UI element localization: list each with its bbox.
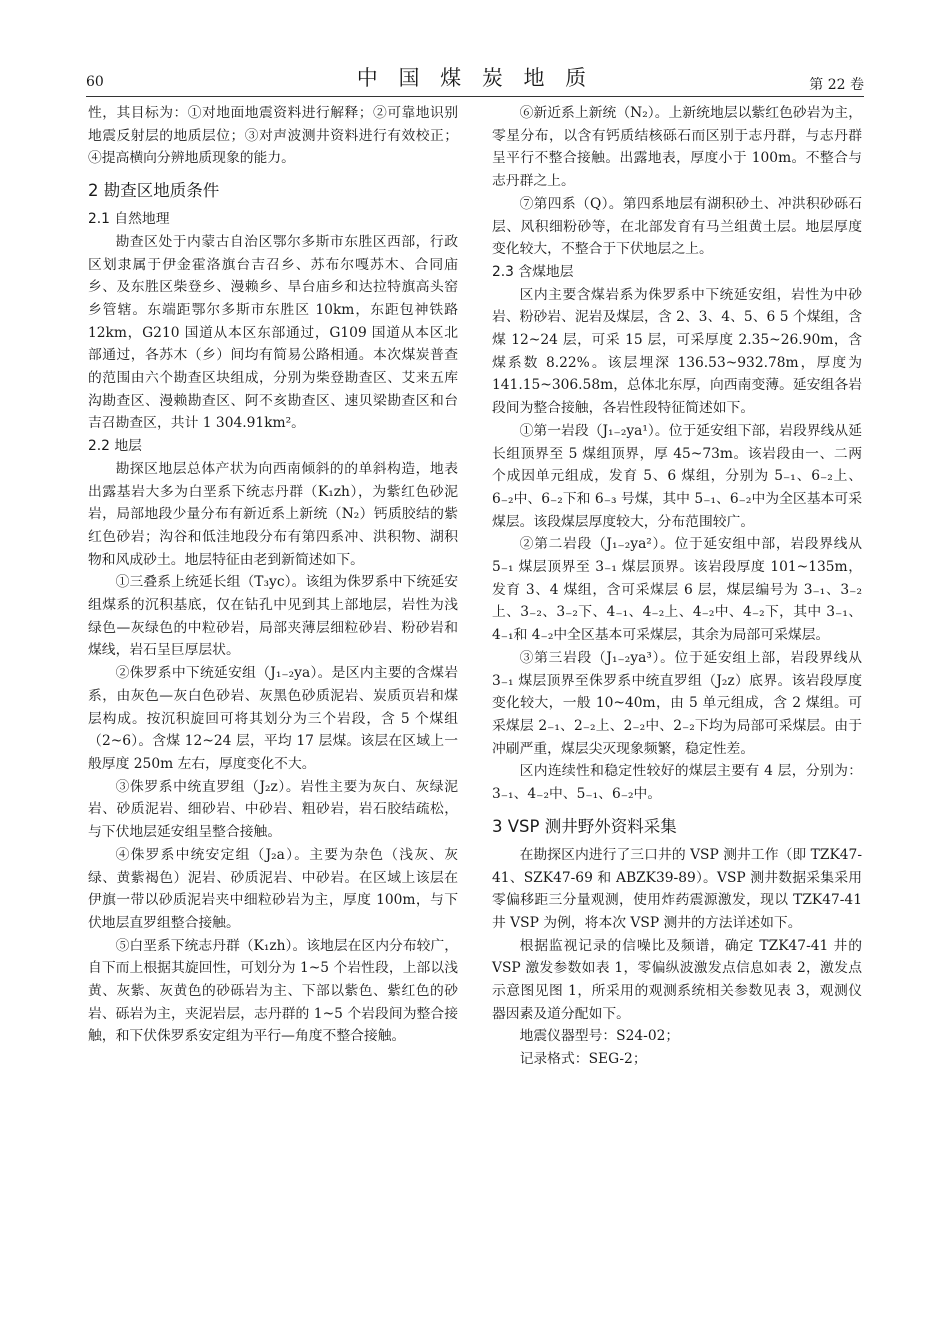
header-rule	[86, 96, 864, 97]
paragraph: 区内连续性和稳定性较好的煤层主要有 4 层，分别为：3₋₁、4₋₂中、5₋₁、6₋₂中。	[492, 763, 862, 803]
paragraph: ⑥新近系上新统（N₂）。上新统地层以紫红色砂岩为主，零星分布，以含有钙质结核砾石而区别于志丹群，与志丹群呈平行不整合接触。出露地表，厚度小于 100m。不整合与志丹群之上。	[492, 105, 862, 190]
paragraph: ⑦第四系（Q）。第四系地层有湖积砂土、冲洪积砂砾石层、风积细粉砂等，在北部发育有马兰组黄土层。地层厚度变化较大，不整合于下伏地层之上。	[492, 195, 862, 258]
paragraph: 根据监视记录的信噪比及频谱，确定 TZK47-41 井的 VSP 激发参数如表 1，零偏纵波激发点信息如表 2，激发点示意图见图 1，所采用的观测系统相关参数见表 3，观测仪器因素及道分配如下。	[492, 937, 862, 1022]
section-heading: 2 勘查区地质条件	[88, 181, 220, 201]
right-column	[492, 102, 862, 1071]
paragraph: 区内主要含煤岩系为侏罗系中下统延安组，岩性为中砂岩、粉砂岩、泥岩及煤层，含 2、3、4、5、6 5 个煤组，含煤 12~24 层，可采 15 层，可采厚度 2.35~26.90m，含煤系数 8.22%。该层埋深 136.53~932.78m，厚度为 141.15~306.58m，总体北东厚，向西南变薄。延安组各岩段间为整合接触，各岩性段特征简述如下。	[492, 286, 862, 417]
paragraph: 勘探区地层总体产状为向西南倾斜的的单斜构造，地表出露基岩大多为白垩系下统志丹群（K₁zh），为紫红色砂泥岩，局部地段少量分布有新近系上新统（N₂）钙质胶结的紫红色砂岩；沟谷和低洼地段分布有第四系冲、洪积物、湖积物和风成砂土。地层特征由老到新简述如下。	[88, 460, 458, 568]
paragraph: ②侏罗系中下统延安组（J₁₋₂ya）。是区内主要的含煤岩系，由灰色—灰白色砂岩、灰黑色砂质泥岩、炭质页岩和煤层构成。按沉积旋回可将其划分为三个岩段，含 5 个煤组（2~6）。含煤 12~24 层，平均 17 层煤。该层在区域上一般厚度 250m 左右，厚度变化不大。	[88, 665, 458, 772]
paragraph: 勘查区处于内蒙古自治区鄂尔多斯市东胜区西部，行政区划隶属于伊金霍洛旗台吉召乡、苏布尔嘎苏木、合同庙乡、及东胜区柴登乡、漫赖乡、旱台庙乡和达拉特旗高头窑乡管辖。东端距鄂尔多斯市东胜区 10km，东距包神铁路 12km，G210 国道从本区东部通过，G109 国道从本区北部通过，各苏木（乡）间均有简易公路相通。本次煤炭普查的范围由六个勘查区块组成，分别为柴登勘查区、艾来五库沟勘查区、漫赖勘查区、阿不亥勘查区、速贝梁勘查区和台吉召勘查区，共计 1 304.91km²。	[88, 233, 458, 432]
paragraph: 在勘探区内进行了三口井的 VSP 测井工作（即 TZK47-41、SZK47-69 和 ABZK39-89）。VSP 测井数据采集采用零偏移距三分量观测，使用炸药震源激发，现以 TZK47-41 井 VSP 为例，将本次 VSP 测井的方法详述如下。	[492, 846, 862, 931]
volume-label: 第 22 卷	[809, 77, 864, 93]
paragraph: ①第一岩段（J₁₋₂ya¹）。位于延安组下部，岩段界线从延长组顶界至 5 煤组顶界，厚 45~73m。该岩段由一、二两个成因单元组成，发育 5、6 煤组，分别为 5₋₁、6₋₂上、6₋₂中、6₋₂下和 6₋₃ 号煤，其中 5₋₁、6₋₂中为全区基本可采煤层。该段煤层厚度较大，分布范围较广。	[492, 422, 862, 530]
page-number: 60	[86, 74, 104, 90]
page-header	[86, 60, 864, 94]
left-column	[88, 102, 458, 1048]
paragraph: 性，其目标为：①对地面地震资料进行解释；②可靠地识别地震反射层的地质层位；③对声波测井资料进行有效校正；④提高横向分辨地质现象的能力。	[88, 105, 458, 167]
paragraph: ③第三岩段（J₁₋₂ya³）。位于延安组上部，岩段界线从 3₋₁ 煤层顶界至侏罗系中统直罗组（J₂z）底界。该岩段厚度变化较大，一般 10~40m，由 5 单元组成，含 2 煤组。可采煤层 2₋₁、2₋₂上、2₋₂中、2₋₂下均为局部可采煤层。由于冲刷严重，煤层尖灭现象频繁，稳定性差。	[492, 649, 862, 757]
section-heading: 3 VSP 测井野外资料采集	[492, 816, 677, 836]
paragraph: ②第二岩段（J₁₋₂ya²）。位于延安组中部，岩段界线从 5₋₁ 煤层顶界至 3₋₁ 煤层顶界。该岩段厚度 101~135m，发育 3、4 煤组，含可采煤层 6 层，煤层编号为 3₋₁、3₋₂上、3₋₂、3₋₂下、4₋₁、4₋₂上、4₋₂中、4₋₂下，其中 3₋₁、4₋₁和 4₋₂中全区基本可采煤层，其余为局部可采煤层。	[492, 536, 862, 644]
paragraph: 记录格式：SEG-2；	[519, 1051, 647, 1068]
subsection-heading: 2.1 自然地理	[88, 211, 170, 228]
paragraph: ③侏罗系中统直罗组（J₂z）。岩性主要为灰白、灰绿泥岩、砂质泥岩、细砂岩、中砂岩、粗砂岩，岩石胶结疏松，与下伏地层延安组呈整合接触。	[88, 778, 458, 841]
paragraph: 地震仪器型号：S24-02；	[519, 1028, 680, 1045]
subsection-heading: 2.2 地层	[88, 438, 142, 455]
subsection-heading: 2.3 含煤地层	[492, 263, 574, 280]
paragraph: ①三叠系上统延长组（T₃yc）。该组为侏罗系中下统延安组煤系的沉积基底，仅在钻孔中见到其上部地层，岩性为浅绿色—灰绿色的中粒砂岩，局部夹薄层细粒砂岩、粉砂岩和煤线，岩石呈巨厚层状。	[88, 574, 458, 659]
paragraph: ④侏罗系中统安定组（J₂a）。主要为杂色（浅灰、灰绿、黄紫褐色）泥岩、砂质泥岩、中砂岩。在区域上该层在伊旗一带以砂质泥岩夹中细粒砂岩为主，厚度 100m，与下伏地层直罗组整合接触。	[88, 846, 458, 931]
paragraph: ⑤白垩系下统志丹群（K₁zh）。该地层在区内分布较广，自下而上根据其旋回性，可划分为 1~5 个岩性段，上部以浅黄、灰紫、灰黄色的砂砾岩为主、下部以紫色、紫红色的砂岩、砾岩为主，夹泥岩层，志丹群的 1~5 个岩段间为整合接触，和下伏侏罗系安定组为平行—角度不整合接触。	[88, 937, 459, 1045]
journal-title: 中 国 煤 炭 地 质	[356, 66, 594, 90]
